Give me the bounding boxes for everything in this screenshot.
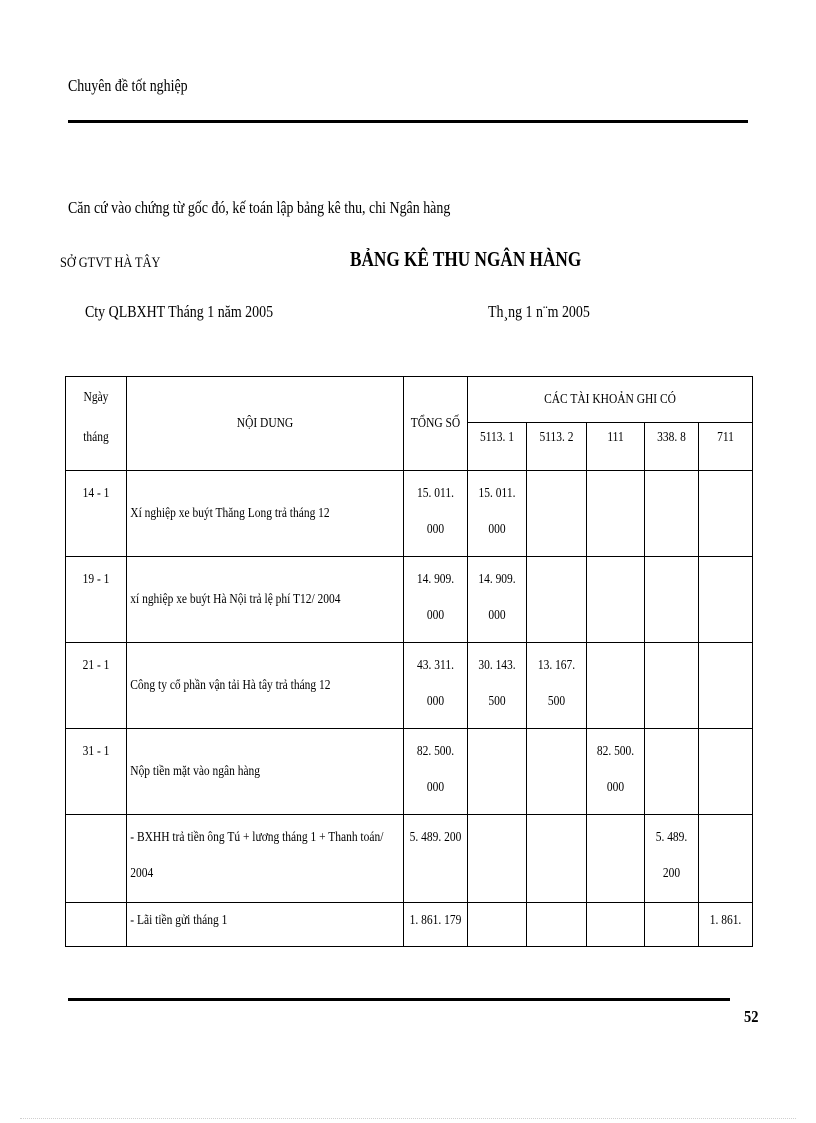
row-c1-line1: 15. 011. — [478, 486, 516, 501]
row-content: Nộp tiền mặt vào ngân hàng — [130, 763, 261, 779]
row-c3-cell — [587, 815, 645, 903]
row-content: Xí nghiệp xe buýt Thăng Long trả tháng 12 — [130, 505, 330, 521]
company-line: Cty QLBXHT Tháng 1 năm 2005 — [85, 302, 274, 321]
page-edge-dotted-line — [20, 1118, 796, 1119]
row-total-cell — [404, 903, 468, 947]
footer-rule — [68, 998, 730, 1001]
row-c3-cell — [587, 643, 645, 729]
header-credit-group: CÁC TÀI KHOẢN GHI CÓ — [544, 391, 676, 407]
row-c5-cell — [699, 643, 753, 729]
row-content-line1: - BXHH trả tiền ông Tú + lương tháng 1 + Thanh toán/ — [130, 830, 384, 845]
row-c5-cell — [699, 471, 753, 557]
row-date-cell — [66, 643, 127, 729]
row-c3-line1: 82. 500. — [596, 744, 635, 759]
row-date-cell — [66, 557, 127, 643]
header-row-1 — [66, 377, 753, 423]
row-content-cell — [127, 729, 404, 815]
row-c1-cell — [468, 557, 527, 643]
table-row — [66, 643, 753, 729]
row-content-cell — [127, 903, 404, 947]
table-row — [66, 471, 753, 557]
header-credit-group-cell — [468, 377, 753, 423]
row-content: xí nghiệp xe buýt Hà Nội trả lệ phí T12/ 2004 — [130, 591, 341, 607]
row-date: 14 - 1 — [82, 486, 110, 501]
row-content-line2: 2004 — [130, 866, 154, 881]
header-title: Chuyên đề tốt nghiệp — [68, 76, 188, 95]
row-total-line1: 14. 909. — [416, 572, 455, 587]
row-c1-line2: 000 — [488, 608, 506, 623]
table-row — [66, 557, 753, 643]
date-line: Th¸ng 1 n¨m 2005 — [488, 302, 590, 321]
ledger-table — [65, 376, 753, 947]
row-c1-cell — [468, 903, 527, 947]
row-c5-cell — [699, 729, 753, 815]
row-c5-cell — [699, 815, 753, 903]
row-total-cell — [404, 557, 468, 643]
header-date-line2: tháng — [83, 430, 109, 445]
row-c3-cell — [587, 903, 645, 947]
row-date: 19 - 1 — [82, 572, 110, 587]
row-date-cell — [66, 815, 127, 903]
account-label: 111 — [607, 430, 624, 445]
row-c1-cell — [468, 471, 527, 557]
row-total: 1. 861. 179 — [409, 913, 462, 928]
row-total-cell — [404, 815, 468, 903]
row-date-cell — [66, 471, 127, 557]
header-date-cell — [66, 377, 127, 471]
organization-name: SỞ GTVT HÀ TÂY — [60, 255, 161, 271]
row-total: 5. 489. 200 — [409, 830, 462, 845]
row-c2-line2: 500 — [547, 694, 566, 709]
row-total-cell — [404, 729, 468, 815]
row-c2-cell — [527, 643, 587, 729]
row-total-line2: 000 — [426, 694, 445, 709]
account-label: 711 — [717, 430, 734, 445]
header-account-5 — [699, 423, 753, 471]
row-c2-cell — [527, 471, 587, 557]
row-c4-line2: 200 — [662, 866, 681, 881]
row-content-cell — [127, 815, 404, 903]
row-total-line1: 15. 011. — [417, 486, 454, 501]
header-content-cell — [127, 377, 404, 471]
table-row — [66, 729, 753, 815]
row-date-cell — [66, 729, 127, 815]
row-total-line2: 000 — [426, 780, 445, 795]
row-c1-cell — [468, 815, 527, 903]
row-content: - Lãi tiền gửi tháng 1 — [130, 913, 228, 928]
table-row — [66, 815, 753, 903]
row-c3-cell — [587, 729, 645, 815]
row-c1-line1: 14. 909. — [478, 572, 516, 587]
row-c4-cell — [645, 729, 699, 815]
row-content-cell — [127, 557, 404, 643]
header-account-1 — [468, 423, 527, 471]
header-date-line1: Ngày — [83, 390, 109, 405]
header-account-2 — [527, 423, 587, 471]
row-c5-cell — [699, 903, 753, 947]
row-c4-cell — [645, 903, 699, 947]
row-c1-line1: 30. 143. — [478, 658, 516, 673]
header-rule — [68, 120, 748, 123]
row-c3-cell — [587, 557, 645, 643]
row-c1-cell — [468, 643, 527, 729]
row-c3-cell — [587, 471, 645, 557]
row-content-cell — [127, 471, 404, 557]
row-content: Công ty cổ phần vận tải Hà tây trả tháng 12 — [130, 677, 331, 693]
row-total-cell — [404, 643, 468, 729]
row-total-line1: 43. 311. — [417, 658, 454, 673]
row-c1-line2: 500 — [488, 694, 506, 709]
row-content-cell — [127, 643, 404, 729]
row-c4-line1: 5. 489. — [655, 830, 688, 845]
row-total-cell — [404, 471, 468, 557]
account-label: 5113. 2 — [539, 430, 574, 445]
row-c2-cell — [527, 903, 587, 947]
row-total-line2: 000 — [426, 608, 445, 623]
page-number: 52 — [744, 1007, 759, 1026]
row-c1-line2: 000 — [488, 522, 506, 537]
row-c5: 1. 861. — [709, 913, 742, 928]
header-account-4 — [645, 423, 699, 471]
row-c4-cell — [645, 643, 699, 729]
row-date: 31 - 1 — [82, 744, 110, 759]
row-total-line1: 82. 500. — [416, 744, 455, 759]
header-total-cell — [404, 377, 468, 471]
row-c2-cell — [527, 729, 587, 815]
row-c3-line2: 000 — [606, 780, 625, 795]
row-c2-cell — [527, 557, 587, 643]
row-c4-cell — [645, 471, 699, 557]
row-c4-cell — [645, 815, 699, 903]
account-label: 338. 8 — [657, 430, 686, 445]
row-c4-cell — [645, 557, 699, 643]
row-c2-line1: 13. 167. — [537, 658, 576, 673]
header-account-3 — [587, 423, 645, 471]
header-total: TỔNG SỐ — [410, 415, 461, 431]
row-total-line2: 000 — [426, 522, 445, 537]
row-c1-cell — [468, 729, 527, 815]
intro-text: Căn cứ vào chứng từ gốc đó, kế toán lập bảng kê thu, chi Ngân hàng — [68, 198, 451, 217]
table-row — [66, 903, 753, 947]
row-date: 21 - 1 — [82, 658, 110, 673]
account-label: 5113. 1 — [479, 430, 515, 445]
row-date-cell — [66, 903, 127, 947]
document-title: BẢNG KÊ THU NGÂN HÀNG — [350, 247, 582, 271]
header-content: NỘI DUNG — [236, 415, 294, 431]
row-c2-cell — [527, 815, 587, 903]
row-c5-cell — [699, 557, 753, 643]
